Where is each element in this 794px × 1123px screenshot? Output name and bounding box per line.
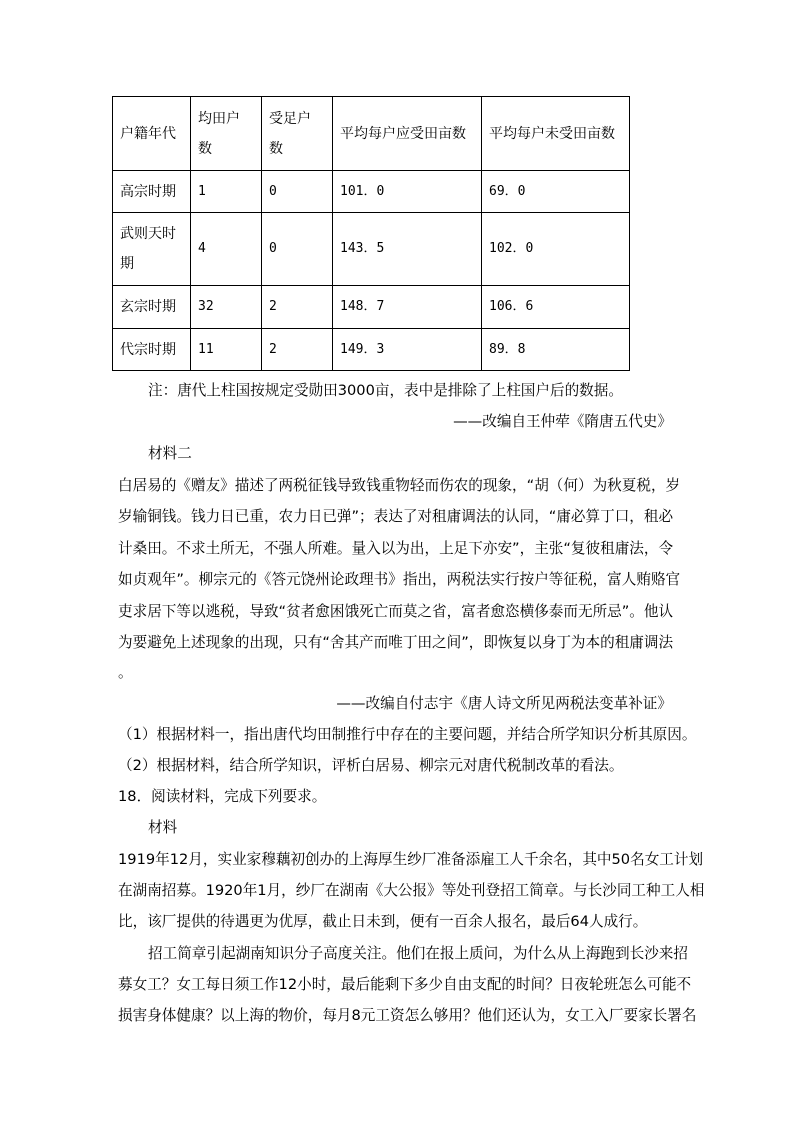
cell-households: 11 — [191, 329, 262, 371]
header-should-receive — [333, 97, 482, 171]
cell-full: 2 — [262, 329, 333, 371]
table-header-row — [113, 97, 630, 171]
cell-not-received: 69．0 — [482, 171, 630, 213]
cell-households: 32 — [191, 286, 262, 329]
material-2-line: 计桑田。不求土所无，不强人所难。量入以为出，上足下亦安”，主张“复彼租庸法，令 — [118, 540, 674, 557]
table-note: 注：唐代上柱国按规定受勋田3000亩，表中是排除了上柱国户后的数据。 — [148, 382, 623, 399]
q18-paragraph-1-line: 1919年12月，实业家穆藕初创办的上海厚生纱厂准备添雇工人千余名，其中50名女工计划 — [118, 851, 704, 868]
cell-households: 1 — [191, 171, 262, 213]
cell-period: 代宗时期 — [113, 329, 191, 371]
q18-paragraph-1-line: 在湖南招募。1920年1月，纱厂在湖南《大公报》等处刊登招工简章。与长沙同工种工人相 — [118, 882, 705, 899]
material-2-title: 材料二 — [148, 445, 192, 462]
cell-not-received: 89．8 — [482, 329, 630, 371]
cell-full: 0 — [262, 171, 333, 213]
cell-period: 玄宗时期 — [113, 286, 191, 329]
header-period — [113, 97, 191, 171]
header-text: 受足户 — [269, 110, 311, 127]
land-equalization-table — [112, 96, 630, 371]
header-text: 平均每户未受田亩数 — [489, 125, 615, 142]
header-text: 数 — [269, 140, 283, 157]
question-18-title: 18．阅读材料，完成下列要求。 — [118, 788, 327, 805]
source-citation-1: ——改编自王仲荦《隋唐五代史》 — [453, 413, 672, 430]
material-2-line: 白居易的《赠友》描述了两税征钱导致钱重物轻而伤农的现象，“胡（何）为秋夏税，岁 — [118, 477, 681, 494]
material-2-line: 。 — [118, 664, 133, 681]
table-row — [113, 286, 630, 329]
cell-should: 148．7 — [333, 286, 482, 329]
question-2: （2）根据材料，结合所学知识，评析白居易、柳宗元对唐代税制改革的看法。 — [118, 757, 624, 774]
cell-full: 0 — [262, 213, 333, 286]
period-text: 期 — [120, 256, 134, 272]
cell-should: 143．5 — [333, 213, 482, 286]
header-text: 户籍年代 — [120, 125, 176, 142]
period-text: 武则天时 — [120, 226, 176, 242]
material-2-line: 吏求居下等以逃税，导致“贫者愈困饿死亡而莫之省，富者愈恣横侈泰而无所忌”。他认 — [118, 603, 674, 620]
source-citation-2: ——改编自付志宇《唐人诗文所见两税法变革补证》 — [336, 695, 672, 712]
question-1: （1）根据材料一，指出唐代均田制推行中存在的主要问题，并结合所学知识分析其原因。 — [118, 726, 697, 743]
cell-full: 2 — [262, 286, 333, 329]
header-full-households — [262, 97, 333, 171]
material-2-line: 如贞观年”。柳宗元的《答元饶州论政理书》指出，两税法实行按户等征税，富人贿赂官 — [118, 571, 681, 588]
cell-period — [113, 213, 191, 286]
header-not-received — [482, 97, 630, 171]
header-text: 均田户 — [198, 110, 240, 127]
q18-paragraph-2-line: 损害身体健康？以上海的物价，每月8元工资怎么够用？他们还认为，女工入厂要家长署名 — [118, 1007, 697, 1024]
q18-paragraph-2-line: 招工简章引起湖南知识分子高度关注。他们在报上质问，为什么从上海跑到长沙来招 — [148, 945, 688, 962]
material-2-line: 岁输铜钱。钱力日已重，农力日已弹”；表达了对租庸调法的认同，“庸必算丁口，租必 — [118, 508, 674, 525]
cell-period: 高宗时期 — [113, 171, 191, 213]
table-row — [113, 213, 630, 286]
q18-paragraph-1-line: 比，该厂提供的待遇更为优厚，截止日未到，便有一百余人报名，最后64人成行。 — [118, 913, 648, 930]
header-text: 平均每户应受田亩数 — [340, 125, 466, 142]
header-households — [191, 97, 262, 171]
header-text: 数 — [198, 140, 212, 157]
table-row — [113, 329, 630, 371]
material-2-line: 为要避免上述现象的出现，只有“舍其产而唯丁田之间”，即恢复以身丁为本的租庸调法 — [118, 634, 674, 651]
cell-should: 101．0 — [333, 171, 482, 213]
cell-not-received: 102．0 — [482, 213, 630, 286]
cell-not-received: 106．6 — [482, 286, 630, 329]
cell-should: 149．3 — [333, 329, 482, 371]
cell-households: 4 — [191, 213, 262, 286]
table-row — [113, 171, 630, 213]
q18-paragraph-2-line: 募女工？女工每日须工作12小时，最后能剩下多少自由支配的时间？日夜轮班怎么可能不 — [118, 976, 692, 993]
question-18-material-title: 材料 — [148, 819, 178, 836]
